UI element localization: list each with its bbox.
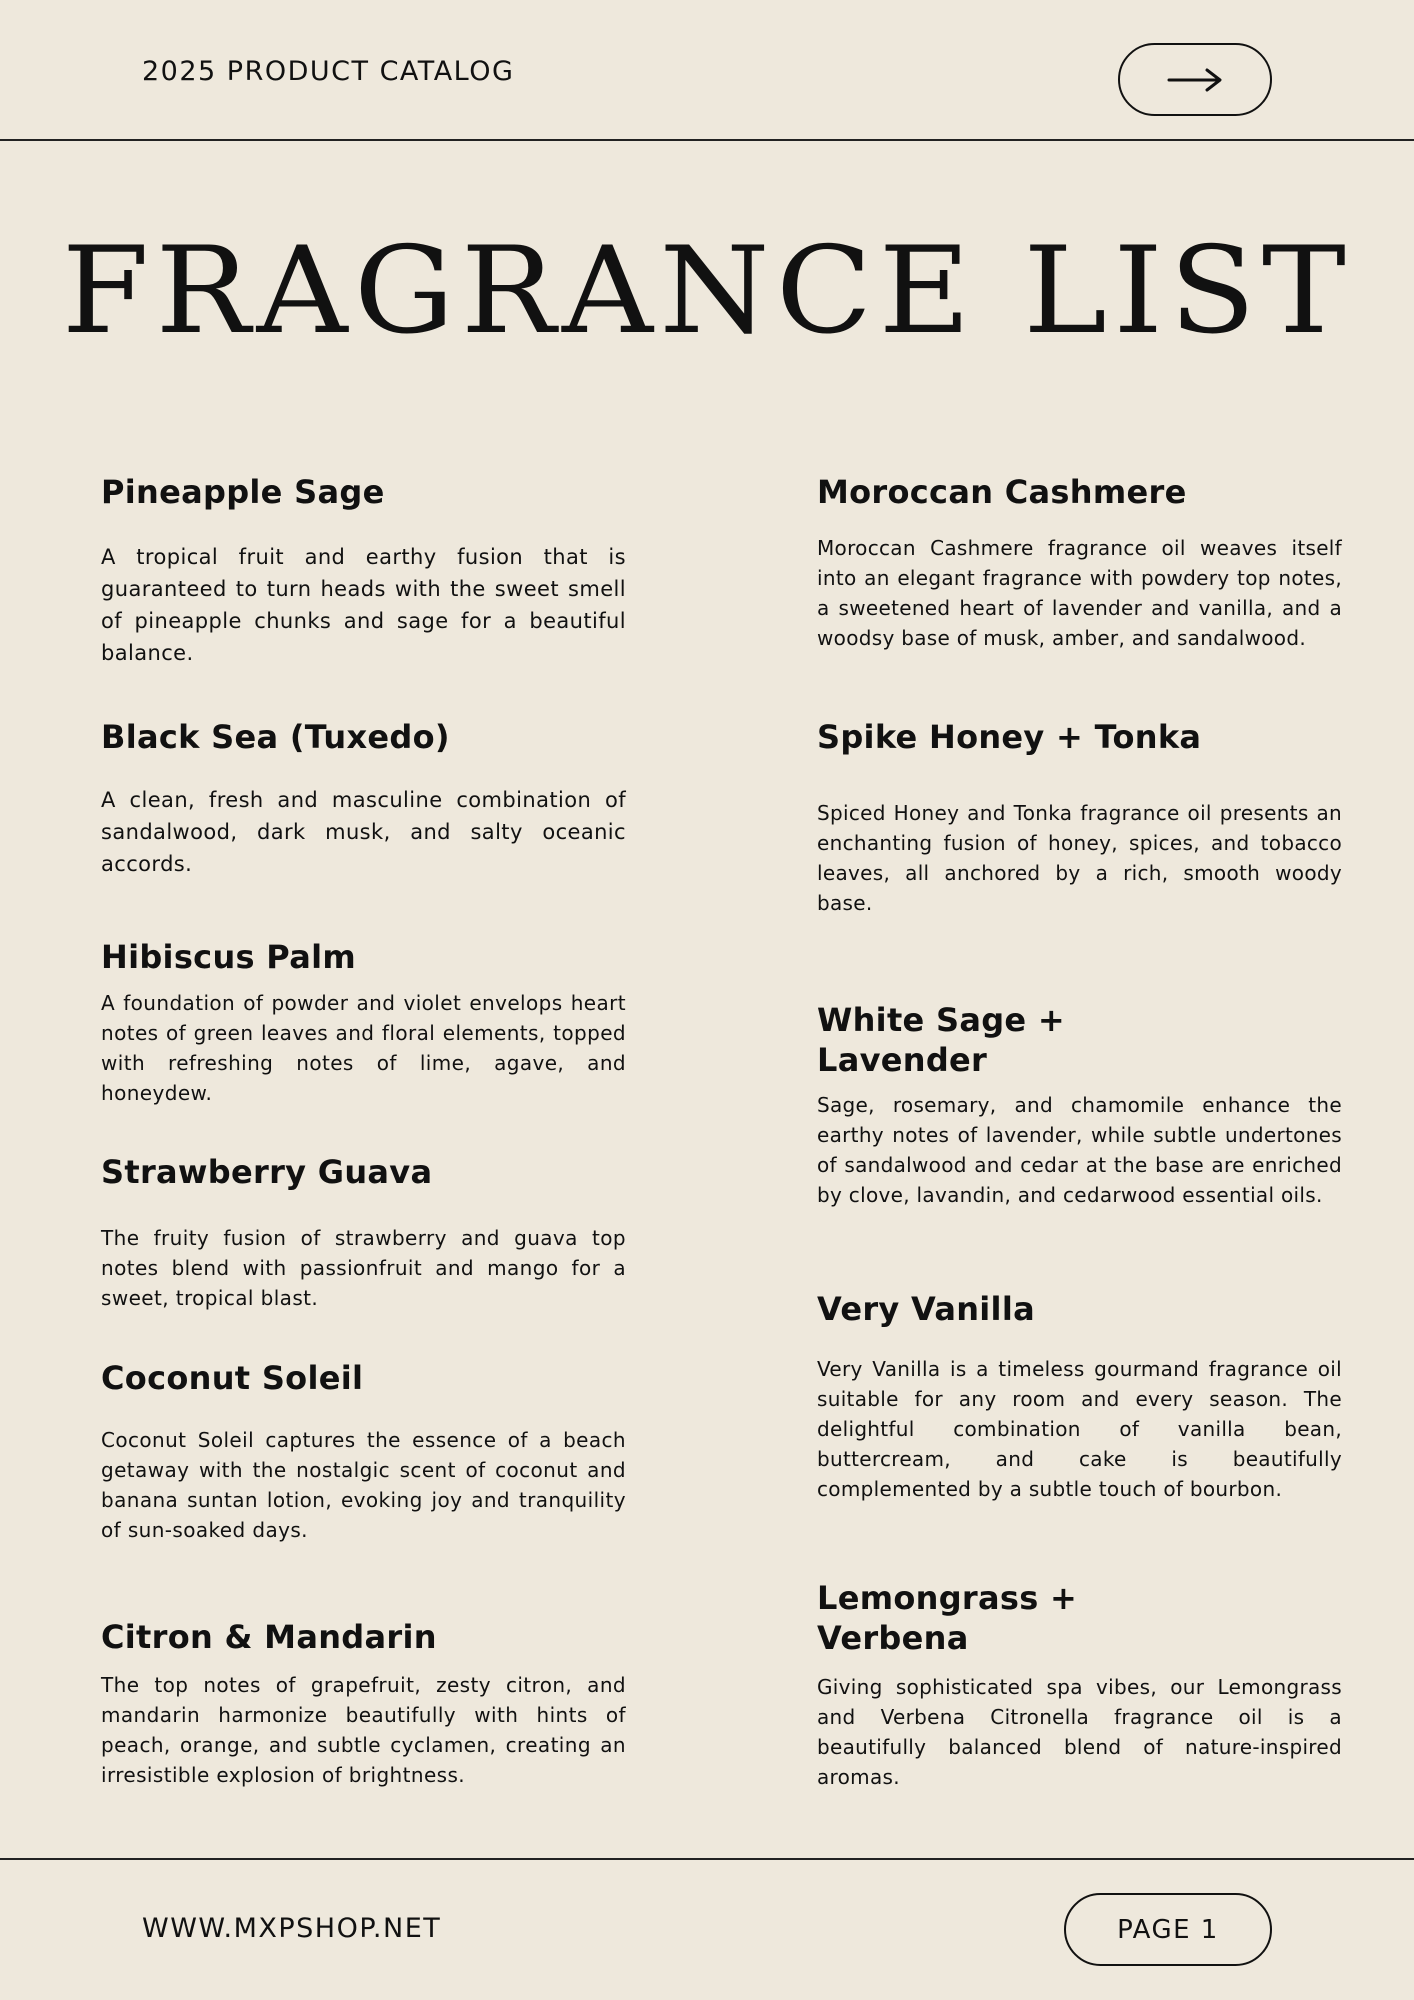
fragrance-description: Very Vanilla is a timeless gourmand fragrance oil suitable for any room and every season. The delightful combination of vanilla bean, buttercream, and cake is beautifully complemented by a subtle touch of bourbon. bbox=[817, 1357, 1342, 1501]
catalog-label: 2025 PRODUCT CATALOG bbox=[142, 56, 515, 87]
fragrance-item bbox=[101, 938, 626, 1108]
fragrance-description: Moroccan Cashmere fragrance oil weaves itself into an elegant fragrance with powdery top notes, a sweetened heart of lavender and vanilla, and a woodsy base of musk, amber, and sandalwood. bbox=[817, 536, 1342, 650]
fragrance-item bbox=[817, 1290, 1342, 1504]
fragrance-name: Hibiscus Palm bbox=[101, 938, 357, 976]
fragrance-name: Citron & Mandarin bbox=[101, 1618, 437, 1656]
fragrance-name: White Sage + Lavender bbox=[817, 1001, 1065, 1079]
fragrance-name: Strawberry Guava bbox=[101, 1153, 433, 1191]
website-link[interactable]: WWW.MXPSHOP.NET bbox=[142, 1913, 442, 1944]
fragrance-item bbox=[817, 1000, 1342, 1210]
fragrance-item bbox=[101, 718, 626, 880]
fragrance-description: A tropical fruit and earthy fusion that is guaranteed to turn heads with the sweet smell of pineapple chunks and sage for a beautiful balance. bbox=[101, 545, 626, 665]
fragrance-description: Spiced Honey and Tonka fragrance oil presents an enchanting fusion of honey, spices, and tobacco leaves, all anchored by a rich, smooth woody base. bbox=[817, 801, 1342, 915]
fragrance-item bbox=[101, 473, 626, 669]
fragrance-description: A foundation of powder and violet envelops heart notes of green leaves and floral elements, topped with refreshing notes of lime, agave, and honeydew. bbox=[101, 991, 626, 1105]
next-page-button[interactable] bbox=[1118, 43, 1272, 116]
fragrance-item bbox=[817, 718, 1342, 918]
fragrance-description: The top notes of grapefruit, zesty citron, and mandarin harmonize beautifully with hints of peach, orange, and subtle cyclamen, creating an irresistible explosion of brightness. bbox=[101, 1673, 626, 1787]
footer-divider bbox=[0, 1858, 1414, 1860]
fragrance-description: Coconut Soleil captures the essence of a beach getaway with the nostalgic scent of coconut and banana suntan lotion, evoking joy and tranquility of sun-soaked days. bbox=[101, 1428, 626, 1542]
fragrance-item bbox=[101, 1618, 626, 1790]
fragrance-item bbox=[101, 1153, 626, 1313]
fragrance-description: Giving sophisticated spa vibes, our Lemongrass and Verbena Citronella fragrance oil is a beautifully balanced blend of nature-inspired aromas. bbox=[817, 1675, 1342, 1789]
fragrance-item bbox=[817, 473, 1342, 653]
page-title: FRAGRANCE LIST bbox=[61, 222, 1353, 361]
fragrance-item bbox=[817, 1578, 1342, 1792]
fragrance-name: Lemongrass + Verbena bbox=[817, 1579, 1078, 1657]
fragrance-description: A clean, fresh and masculine combination of sandalwood, dark musk, and salty oceanic accords. bbox=[101, 788, 626, 876]
fragrance-name: Spike Honey + Tonka bbox=[817, 718, 1202, 756]
fragrance-name: Pineapple Sage bbox=[101, 473, 385, 511]
fragrance-description: Sage, rosemary, and chamomile enhance the earthy notes of lavender, while subtle undertones of sandalwood and cedar at the base are enriched by clove, lavandin, and cedarwood essential oils. bbox=[817, 1093, 1342, 1207]
fragrance-name: Very Vanilla bbox=[817, 1290, 1035, 1328]
page-number-badge: PAGE 1 bbox=[1064, 1893, 1272, 1966]
fragrance-name: Moroccan Cashmere bbox=[817, 473, 1187, 511]
fragrance-description: The fruity fusion of strawberry and guava top notes blend with passionfruit and mango for a sweet, tropical blast. bbox=[101, 1226, 626, 1310]
arrow-right-icon bbox=[1167, 67, 1223, 93]
fragrance-name: Coconut Soleil bbox=[101, 1359, 364, 1397]
fragrance-item bbox=[101, 1359, 626, 1545]
fragrance-name: Black Sea (Tuxedo) bbox=[101, 718, 450, 756]
header-divider bbox=[0, 139, 1414, 141]
